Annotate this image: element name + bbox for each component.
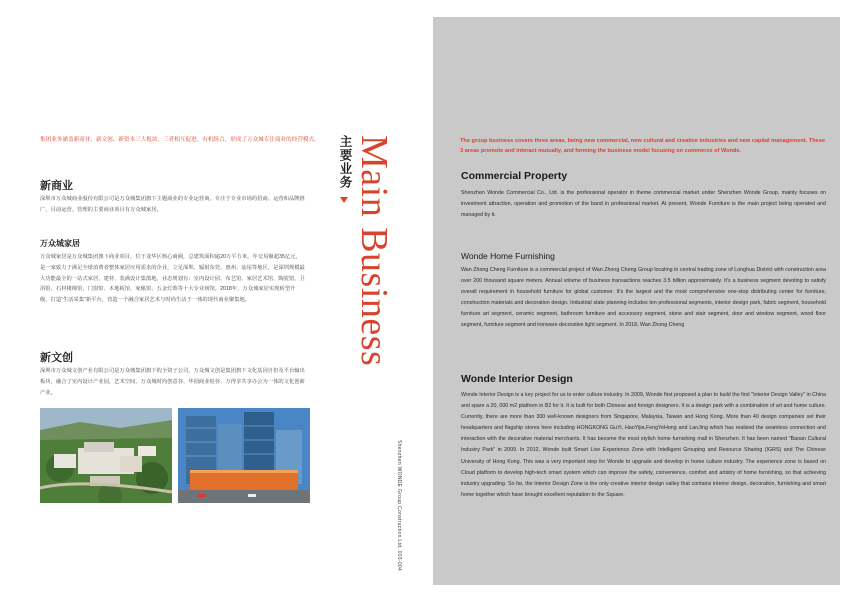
section-body-new-culture: 深圳市万众城文创产业有限公司是万众城集团旗下的全资子公司，万众城文创是集团旗下文化基因自但及平台输出板块，融合了室内设计产业园，艺术空间、万众城时尚创意谷、华园商业硅谷、万得享共享办公为一体的文化创新产业。 — [40, 368, 305, 396]
section-body-new-commerce: 深圳市万众城商业股份有限公司是万众城集团旗下主题商业的专业运营商，专注于专业市场的招商、运营和品牌推广，目前运营、管理的主要商业项目有万众城家居。 — [40, 196, 305, 213]
section-title-new-culture: 新文创 — [40, 352, 73, 364]
section-body-commercial-property: Shenzhen Wonde Commercial Co., Ltd. is the professional operator in theme commercial market under Shenzhen Wonde Group, mainly focuses on investment attraction, operation and promotion of the band in professional market. At present, Wonde Furniture is the main project being operated and managed by it. — [461, 190, 826, 219]
main-business-title: Main Business — [353, 135, 395, 367]
main-business-title-zh: 主要业务 — [338, 135, 352, 189]
section-title-home-furnishing: Wonde Home Furnishing — [461, 251, 555, 261]
section-body-home-furnishing: Wan Zhong Cheng Furniture is a commercial project of Wan Zhong Cheng Group locating in central trading zone of Longhua District with construction area over 200 thousand square meters. Annual volume of business transactions reaches 3.5 billion approximately. It's a business segment devoting to satisfy overall requirement in household furniture for global customer. It's the largest and the most comprehensive one-stop distributing center for furniture, construction materials and decoration design. Industrial state planning includes ten professional segments, interior design park, fabric segment, household furniture art segment, ceramic segment, bathroom furniture and accessory segment, stone and stair segment, door and window segment, wood floor segment, furniture segment and ironware decorative light segment. In 2018, Wan Zhong Cheng — [461, 267, 826, 329]
left-intro: 集团业务涵盖新商业、新文创、新资本三大板块，三者相互促进、有机组合，形成了万众城专注商业的经营模式。 — [40, 137, 320, 143]
section-body-interior-design: Wonde Interior Design is a key project for us to enter culture industry. In 2009, Wonde first proposed a plan to build the first "Interior Design Valley" in China and spare a 20, 000 m2 platform in B2 for it. It is built for both Chinese and foreign designers. It is a design park with a combination of art and home culture. Currently, there are more than 300 well-known designers from Singapore, Malaysia, Taiwan and Hong Kong. More than 40 design companies set their headquarters and flagship stores here including HONGKONG GuYi, HaoYijia,FengYeHong and LanJing which has realized the seamless connection and interaction with the decorative material merchants. It has become the most stylish home furnishing mall in Shenzhen. It has been named "Baoan Cultural Industry Park" in 2009. In 2012, Wonde built Smart Live Experience Zone with Intelligent Grouping and Resource Sharing (IGRS) and The Chinese University of Hong Kong. This was a very important step for Wonde to upgrade and develop in home culture industry. The experience zone is based on Cloud platform to develop high-tech smart system which can improve the safety, convenience, comfort and artistry of home furnishing, so that achieving industry upgrading. So far, the Interior Design Zone is the only creative interior design valley that contains interior design, decoration, furnishing and smart home together which have brought excellent reputation to the Square. — [461, 392, 826, 498]
section-body-wonde-home: 万众城家居是万众城集团旗下商业项目，位于龙华区核心商圈，总建筑面积逾20万平方米，年交易额超35亿元，是一家致力于满足全球消费者整体家居应用需求的企业，立足深圳、辐射东莞、惠州、汕尾等地区，是深圳规模最大功能最全的一站式家居，建材、装满设计集散地，业态规划有：室内设计园、布艺馆、家居艺术馆、陶瓷馆、卫浴馆、石材楼梯馆、门窗馆、木地板馆、家俬馆、五金灯饰等十大专业场馆。2018年，万众城家居实现转型升级，打造“生活采集”新平台，营造一个融合家居艺术与时尚生活于一体的现代商业聚集地。 — [40, 254, 305, 304]
triangle-marker-icon — [340, 197, 348, 203]
city-photo — [178, 408, 310, 503]
section-title-interior-design: Wonde Interior Design — [461, 373, 573, 385]
section-title-commercial-property: Commercial Property — [461, 170, 568, 182]
aerial-photo — [40, 408, 172, 503]
section-title-new-commerce: 新商业 — [40, 180, 73, 192]
page-footer: Shenzhen WONDE Group Construction Ltd. 003-004 — [396, 440, 402, 572]
right-intro: The group business covers three areas, being new commercial, new cultural and creative industries and new capital management. These 3 areas promote and interact mutually, and forming the business model focusing on commerce of Wonde. — [460, 138, 825, 154]
section-title-wonde-home: 万众城家居 — [40, 239, 80, 248]
